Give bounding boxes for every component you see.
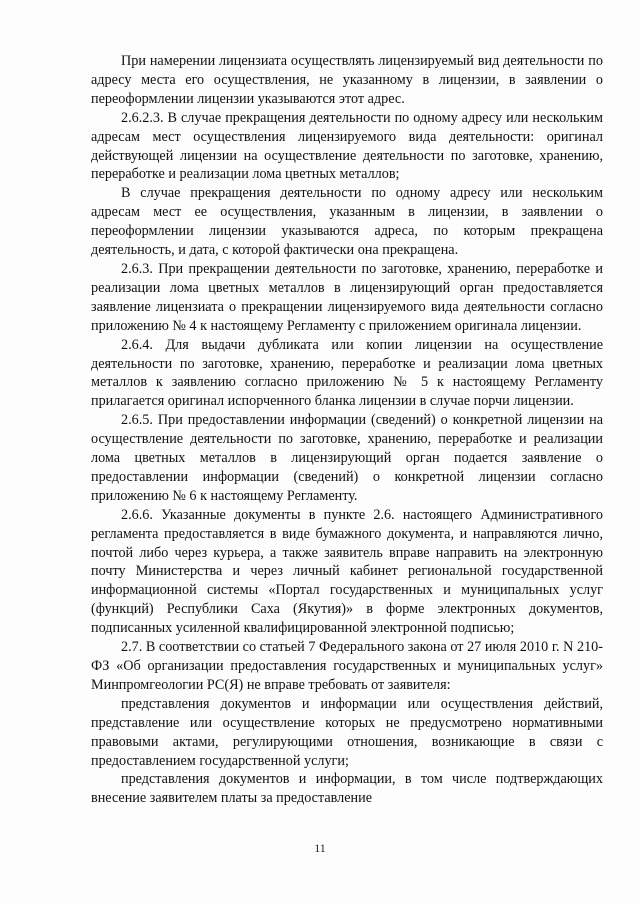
document-body xyxy=(91,52,603,808)
paragraph: представления документов и информации или осуществления действий, представление или осуществление которых не предусмотрено нормативными правовыми актами, регулирующими отношения, возникающие в связи с предоставлением государственной услуги; xyxy=(91,695,603,769)
paragraph: 2.6.3. При прекращении деятельности по заготовке, хранению, переработке и реализации лома цветных металлов в лицензирующий орган предоставляется заявление лицензиата о прекращении лицензируемого вида деятельности согласно приложению № 4 к настоящему Регламенту с приложением оригинала лицензии. xyxy=(91,260,603,334)
paragraph: 2.6.4. Для выдачи дубликата или копии лицензии на осуществление деятельности по заготовке, хранению, переработке и реализации лома цветных металлов к заявлению согласно приложению № 5 к настоящему Регламенту прилагается оригинал испорченного бланка лицензии в случае порчи лицензии. xyxy=(91,336,603,410)
page-number: 11 xyxy=(314,841,326,855)
paragraph: 2.6.2.3. В случае прекращения деятельности по одному адресу или нескольким адресам мест осуществления лицензируемого вида деятельности: оригинал действующей лицензии на осуществление деятельности по заготовке, хранению, переработке и реализации лома цветных металлов; xyxy=(91,109,603,183)
paragraph: В случае прекращения деятельности по одному адресу или нескольким адресам мест ее осуществления, указанным в лицензии, в заявлении о переоформлении лицензии указываются адреса, по которым прекращена деятельность, и дата, с которой фактически она прекращена. xyxy=(91,185,603,259)
paragraph: представления документов и информации, в том числе подтверждающих внесение заявителем платы за предоставление xyxy=(91,771,603,807)
paragraph: 2.7. В соответствии со статьей 7 Федерального закона от 27 июля 2010 г. N 210-ФЗ «Об организации предоставления государственных и муниципальных услуг» Минпромгеологии РС(Я) не вправе требовать от заявителя: xyxy=(91,639,603,693)
paragraph: При намерении лицензиата осуществлять лицензируемый вид деятельности по адресу места его осуществления, не указанному в лицензии, в заявлении о переоформлении лицензии указываются этот адрес. xyxy=(91,53,603,107)
paragraph: 2.6.5. При предоставлении информации (сведений) о конкретной лицензии на осуществление деятельности по заготовке, хранению, переработке и реализации лома цветных металлов в лицензирующий орган подается заявление о предоставлении информации (сведений) о конкретной лицензии согласно приложению № 6 к настоящему Регламенту. xyxy=(91,412,603,504)
paragraph: 2.6.6. Указанные документы в пункте 2.6. настоящего Административного регламента предоставляется в виде бумажного документа, и направляются лично, почтой либо через курьера, а также заявитель вправе направить на электронную почту Министерства и через личный кабинет региональной государственной информационной системы «Портал государственных и муниципальных услуг (функций) Республики Саха (Якутия)» в форме электронных документов, подписанных усиленной квалифицированной электронной подписью; xyxy=(91,506,603,637)
